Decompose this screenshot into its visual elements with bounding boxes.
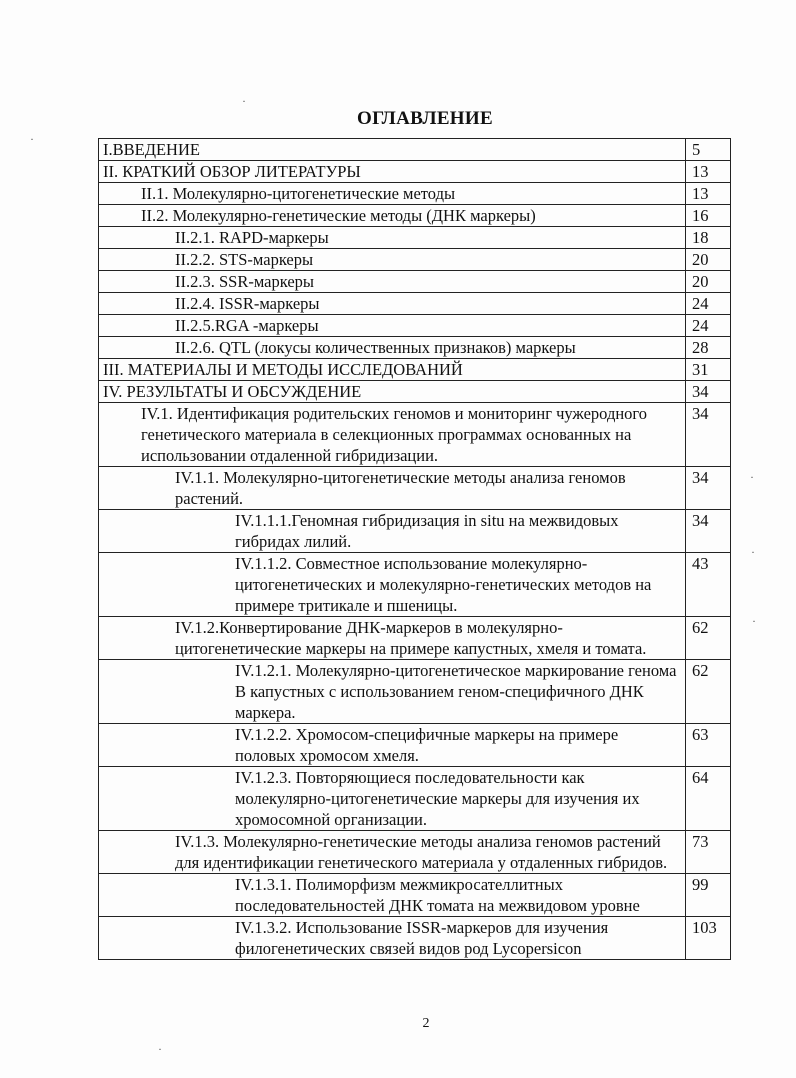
scan-speck: · <box>242 94 246 108</box>
toc-entry-page: 103 <box>686 917 731 960</box>
toc-row <box>99 161 731 183</box>
toc-entry-text: II.2.4. ISSR-маркеры <box>99 293 686 315</box>
toc-row <box>99 510 731 553</box>
toc-row <box>99 315 731 337</box>
toc-entry-page: 34 <box>686 510 731 553</box>
toc-entry-page: 62 <box>686 617 731 660</box>
toc-row <box>99 467 731 510</box>
toc-entry-page: 5 <box>686 139 731 161</box>
toc-entry-text: IV.1.2.3. Повторяющиеся последовательности как молекулярно-цитогенетические маркеры для изучения их хромосомной организации. <box>99 767 686 831</box>
toc-entry-page: 34 <box>686 381 731 403</box>
toc-row <box>99 271 731 293</box>
toc-entry-text: II.2.1. RAPD-маркеры <box>99 227 686 249</box>
toc-entry-page: 43 <box>686 553 731 617</box>
toc-entry-text: IV.1.1. Молекулярно-цитогенетические методы анализа геномов растений. <box>99 467 686 510</box>
toc-entry-page: 73 <box>686 831 731 874</box>
page-title: ОГЛАВЛЕНИЕ <box>357 108 493 129</box>
toc-entry-text: IV.1. Идентификация родительских геномов и мониторинг чужеродного генетического материала в селекционных программах основанных на использовании отдаленной гибридизации. <box>99 403 686 467</box>
toc-entry-page: 31 <box>686 359 731 381</box>
toc-row <box>99 139 731 161</box>
toc-entry-text: II.2.5.RGA -маркеры <box>99 315 686 337</box>
toc-entry-text: IV.1.3.2. Использование ISSR-маркеров для изучения филогенетических связей видов род Lycopersicon <box>99 917 686 960</box>
toc-row <box>99 227 731 249</box>
toc-entry-page: 34 <box>686 467 731 510</box>
toc-entry-text: I.ВВЕДЕНИЕ <box>99 139 686 161</box>
toc-entry-page: 24 <box>686 315 731 337</box>
toc-entry-page: 34 <box>686 403 731 467</box>
toc-entry-text: IV.1.3. Молекулярно-генетические методы анализа геномов растений для идентификации генетического материала у отдаленных гибридов. <box>99 831 686 874</box>
toc-row <box>99 359 731 381</box>
toc-entry-text: III. МАТЕРИАЛЫ И МЕТОДЫ ИССЛЕДОВАНИЙ <box>99 359 686 381</box>
toc-row <box>99 831 731 874</box>
toc-entry-text: IV. РЕЗУЛЬТАТЫ И ОБСУЖДЕНИЕ <box>99 381 686 403</box>
toc-entry-text: IV.1.1.1.Геномная гибридизация in situ на межвидовых гибридах лилий. <box>99 510 686 553</box>
toc-entry-text: II.2.2. STS-маркеры <box>99 249 686 271</box>
toc-entry-text: II.1. Молекулярно-цитогенетические методы <box>99 183 686 205</box>
toc-row <box>99 249 731 271</box>
toc-entry-text: IV.1.2.1. Молекулярно-цитогенетическое маркирование генома B капустных с использованием геном-специфичного ДНК маркера. <box>99 660 686 724</box>
toc-entry-text: II.2. Молекулярно-генетические методы (ДНК маркеры) <box>99 205 686 227</box>
toc-row <box>99 660 731 724</box>
toc-entry-page: 20 <box>686 249 731 271</box>
toc-entry-page: 62 <box>686 660 731 724</box>
toc-entry-text: IV.1.3.1. Полиморфизм межмикросателлитных последовательностей ДНК томата на межвидовом уровне <box>99 874 686 917</box>
scan-speck: · <box>750 470 754 484</box>
toc-entry-page: 20 <box>686 271 731 293</box>
toc-entry-text: IV.1.2.2. Хромосом-специфичные маркеры на примере половых хромосом хмеля. <box>99 724 686 767</box>
toc-row <box>99 874 731 917</box>
scan-speck: · <box>751 545 755 559</box>
toc-row <box>99 617 731 660</box>
toc-entry-text: IV.1.2.Конвертирование ДНК-маркеров в молекулярно-цитогенетические маркеры на примере капустных, хмеля и томата. <box>99 617 686 660</box>
toc-row <box>99 767 731 831</box>
toc-row <box>99 337 731 359</box>
toc-entry-page: 16 <box>686 205 731 227</box>
toc-entry-text: II. КРАТКИЙ ОБЗОР ЛИТЕРАТУРЫ <box>99 161 686 183</box>
toc-row <box>99 293 731 315</box>
toc-entry-page: 63 <box>686 724 731 767</box>
toc-entry-text: IV.1.1.2. Совместное использование молекулярно-цитогенетических и молекулярно-генетических методов на примере тритикале и пшеницы. <box>99 553 686 617</box>
toc-entry-page: 99 <box>686 874 731 917</box>
scan-speck: · <box>30 132 34 146</box>
table-of-contents <box>98 138 731 960</box>
toc-row <box>99 381 731 403</box>
toc-entry-page: 13 <box>686 161 731 183</box>
toc-row <box>99 917 731 960</box>
toc-entry-page: 28 <box>686 337 731 359</box>
page-number: 2 <box>422 1016 430 1031</box>
scan-speck: · <box>158 1042 162 1056</box>
toc-entry-page: 13 <box>686 183 731 205</box>
toc-row <box>99 403 731 467</box>
toc-entry-page: 64 <box>686 767 731 831</box>
toc-entry-text: II.2.3. SSR-маркеры <box>99 271 686 293</box>
toc-entry-page: 18 <box>686 227 731 249</box>
toc-entry-page: 24 <box>686 293 731 315</box>
toc-row <box>99 724 731 767</box>
scan-speck: · <box>752 614 756 628</box>
toc-row <box>99 553 731 617</box>
toc-row <box>99 205 731 227</box>
toc-row <box>99 183 731 205</box>
toc-entry-text: II.2.6. QTL (локусы количественных признаков) маркеры <box>99 337 686 359</box>
